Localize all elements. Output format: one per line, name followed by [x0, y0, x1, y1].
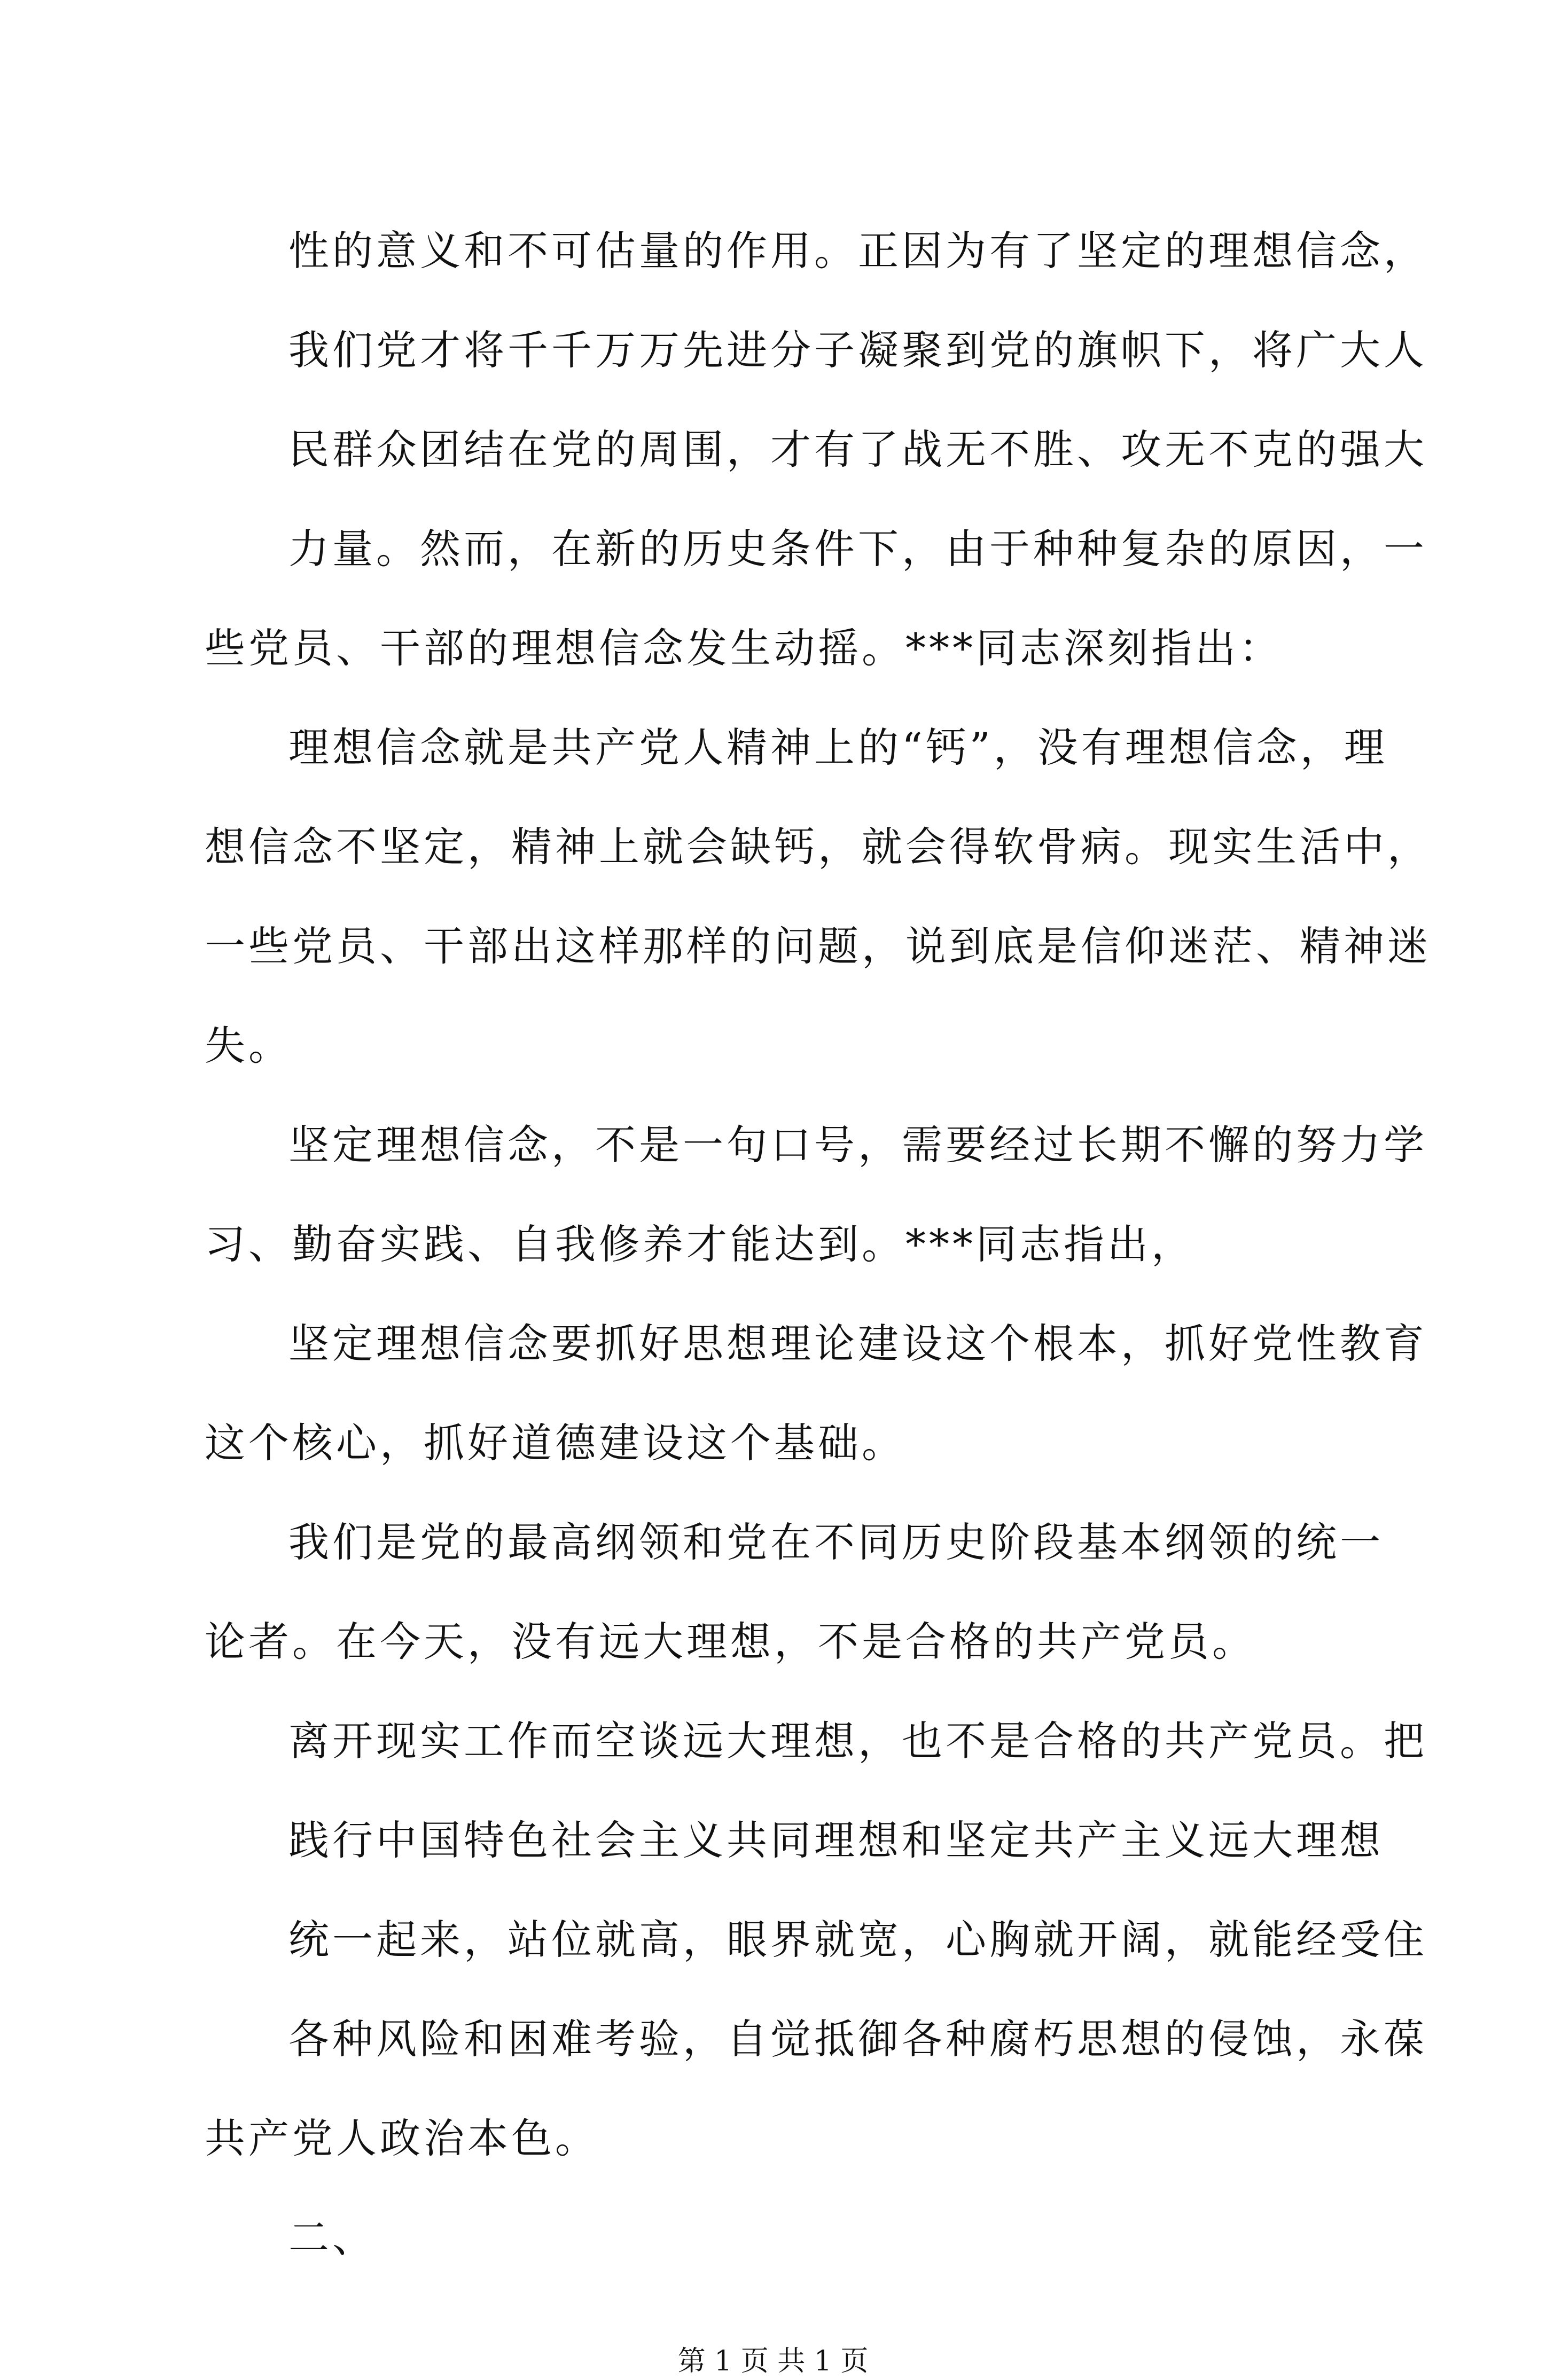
body-line: 我们党才将千千万万先进分子凝聚到党的旗帜下，将广大人: [288, 326, 1427, 374]
body-line: 民群众团结在党的周围，才有了战无不胜、攻无不克的强大: [288, 426, 1427, 473]
body-line: 这个核心，抓好道德建设这个基础。: [205, 1419, 905, 1467]
body-line: 各种风险和困难考验，自觉抵御各种腐朽思想的侵蚀，永葆: [288, 2015, 1427, 2063]
body-line: 二、: [288, 2214, 376, 2261]
body-line: 力量。然而，在新的历史条件下，由于种种复杂的原因，一: [288, 525, 1427, 573]
body-line: 习、勤奋实践、自我修养才能达到。***同志指出，: [205, 1220, 1195, 1268]
body-line: 统一起来，站位就高，眼界就宽，心胸就开阔，就能经受住: [288, 1916, 1427, 1963]
body-line: 性的意义和不可估量的作用。正因为有了坚定的理想信念，: [288, 227, 1427, 275]
body-line: 论者。在今天，没有远大理想，不是合格的共产党员。: [205, 1618, 1256, 1665]
body-line: 践行中国特色社会主义共同理想和坚定共产主义远大理想: [288, 1817, 1384, 1864]
body-line: 坚定理想信念，不是一句口号，需要经过长期不懈的努力学: [288, 1121, 1427, 1169]
body-line: 共产党人政治本色。: [205, 2115, 599, 2162]
page-footer: 第 1 页 共 1 页: [677, 2345, 869, 2377]
body-line: 理想信念就是共产党人精神上的“钙”，没有理想信念，理: [288, 724, 1388, 771]
body-line: 离开现实工作而空谈远大理想，也不是合格的共产党员。把: [288, 1717, 1427, 1765]
body-line: 失。: [205, 1022, 292, 1069]
body-line: 些党员、干部的理想信念发生动摇。***同志深刻指出：: [205, 624, 1283, 672]
body-line: 一些党员、干部出这样那样的问题，说到底是信仰迷茫、精神迷: [205, 922, 1431, 970]
body-line: 想信念不坚定，精神上就会缺钙，就会得软骨病。现实生活中，: [205, 823, 1431, 871]
body-line: 坚定理想信念要抓好思想理论建设这个根本，抓好党性教育: [288, 1320, 1427, 1367]
body-line: 我们是党的最高纲领和党在不同历史阶段基本纲领的统一: [288, 1518, 1384, 1566]
